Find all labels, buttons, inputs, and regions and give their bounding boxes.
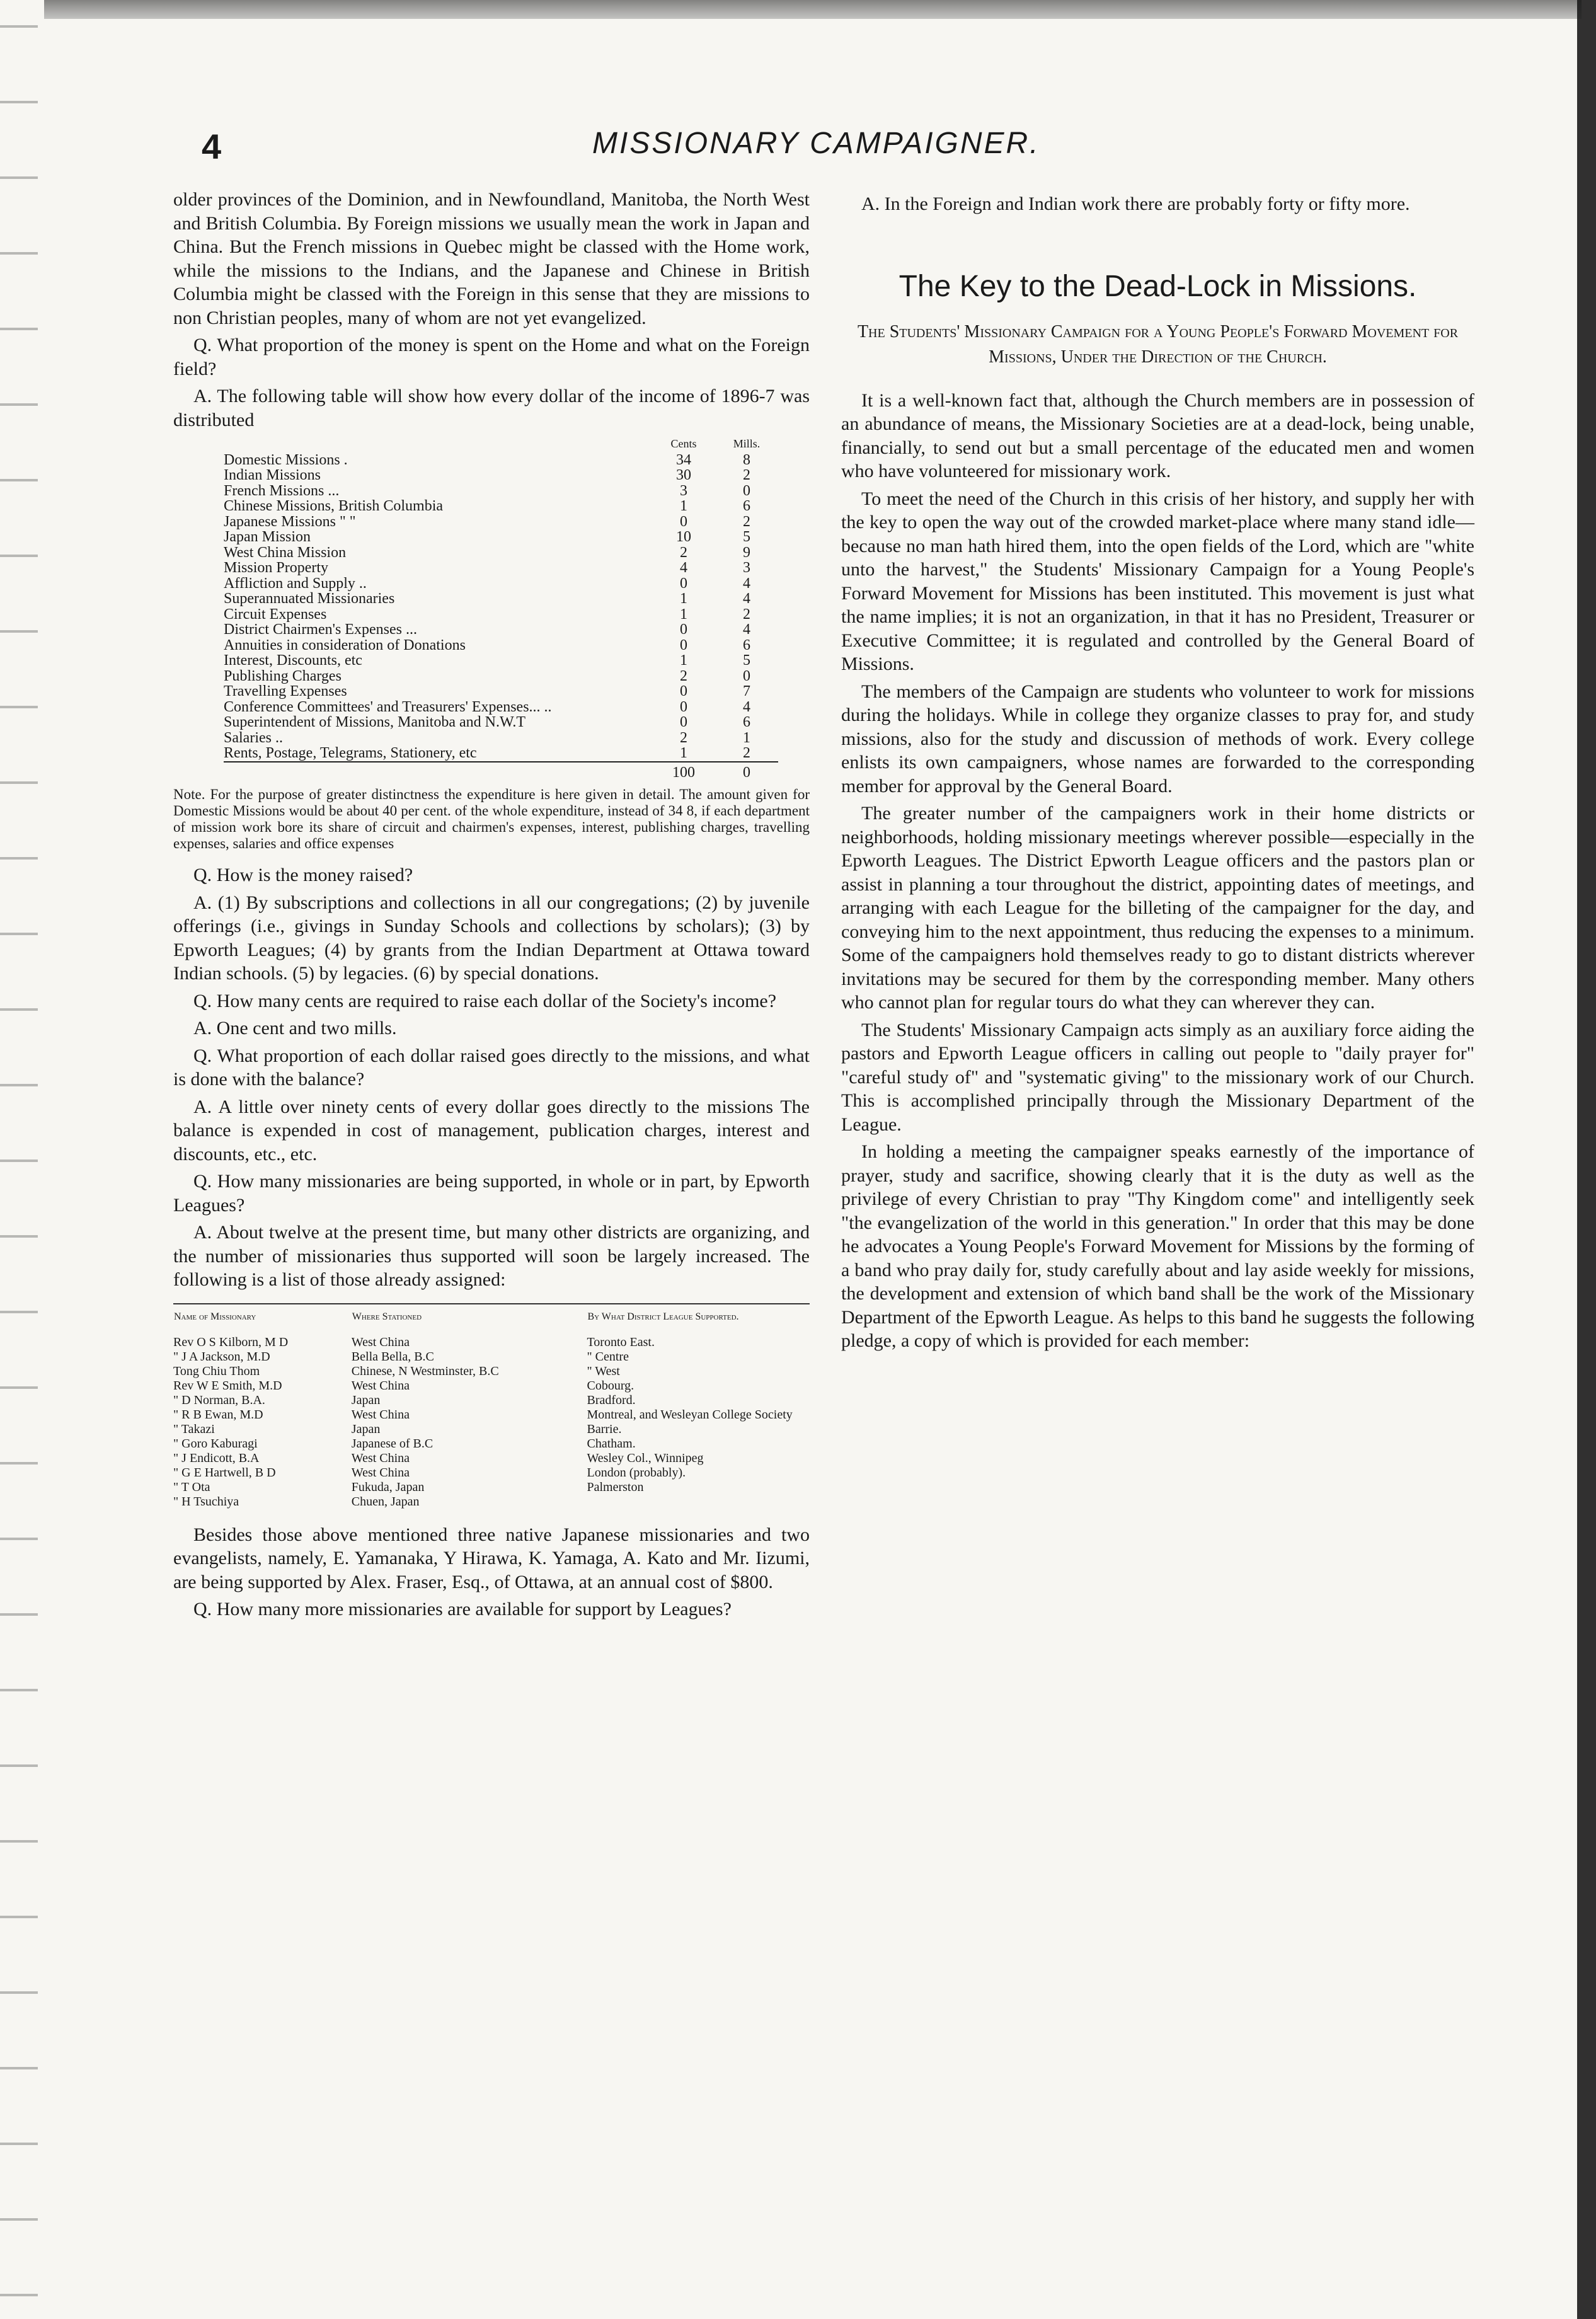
table-cell-cents: 10 xyxy=(676,529,691,545)
table-cell-label: Superintendent of Missions, Manitoba and N.W.T xyxy=(224,714,526,730)
masthead: MISSIONARY CAMPAIGNER. xyxy=(592,127,1040,160)
missionary-row xyxy=(173,1335,810,1350)
missionaries-table xyxy=(173,1303,810,1509)
missionary-station: West China xyxy=(351,1465,410,1480)
missionary-station: West China xyxy=(351,1451,410,1465)
table-cell-mills: 4 xyxy=(743,590,750,607)
missionary-district: Chatham. xyxy=(587,1436,636,1451)
table-row xyxy=(224,699,778,715)
table-cell-cents: 0 xyxy=(680,513,687,530)
table-cell-mills: 0 xyxy=(743,667,750,684)
table-row xyxy=(224,545,778,561)
table-cell-mills: 0 xyxy=(743,482,750,499)
table-cell-label: Japanese Missions " " xyxy=(224,513,356,530)
missionary-name: " D Norman, B.A. xyxy=(173,1393,265,1407)
table-row xyxy=(224,498,778,514)
missionary-station: Chinese, N Westminster, B.C xyxy=(351,1364,499,1378)
missionary-row xyxy=(173,1466,810,1480)
page-header xyxy=(202,126,1556,170)
question: Q. How many missionaries are being supported, in whole or in part, by Epworth Leagues? xyxy=(173,1171,810,1216)
missionary-station: Chuen, Japan xyxy=(351,1494,420,1509)
missionary-name: Rev W E Smith, M.D xyxy=(173,1378,282,1393)
scan-left-edge xyxy=(0,0,38,2319)
table-cell-mills: 4 xyxy=(743,575,750,592)
article-title: The Key to the Dead-Lock in Missions. xyxy=(898,269,1417,303)
table-cell-label: Chinese Missions, British Columbia xyxy=(224,498,444,514)
table-cell-cents: 0 xyxy=(680,683,687,699)
paragraph: The members of the Campaign are students who volunteer to work for missions during the holidays. While in college they organize classes to pray for, and study missions, also for the study and discussion of methods of work. Every college enlists its own campaigners, whose names are forwarded to the corresponding member for approval by the General Board. xyxy=(841,681,1474,797)
answer: A. In the Foreign and Indian work there are probably forty or fifty more. xyxy=(861,193,1410,214)
table-row xyxy=(224,622,778,638)
missionary-name: " Goro Kaburagi xyxy=(173,1436,258,1451)
missionary-name: " G E Hartwell, B D xyxy=(173,1465,276,1480)
table-row xyxy=(224,745,778,762)
missionary-name: " R B Ewan, M.D xyxy=(173,1407,263,1422)
table-cell-mills: 5 xyxy=(743,529,750,545)
table-cell-mills: 4 xyxy=(743,698,750,715)
missionary-district: Barrie. xyxy=(587,1422,622,1436)
table-cell-mills: 2 xyxy=(743,606,750,623)
missionary-row xyxy=(173,1379,810,1393)
table-cell-label: Mission Property xyxy=(224,560,329,576)
missionary-row xyxy=(173,1422,810,1437)
missionary-station: Fukuda, Japan xyxy=(351,1480,425,1494)
table-row xyxy=(224,529,778,545)
table-row xyxy=(224,607,778,623)
table-cell-label: District Chairmen's Expenses ... xyxy=(224,621,417,638)
table-cell-label: Rents, Postage, Telegrams, Stationery, etc xyxy=(224,745,477,761)
table-row xyxy=(224,576,778,592)
table-cell-label: Circuit Expenses xyxy=(224,606,327,623)
table-cell-label: French Missions ... xyxy=(224,482,340,499)
table-cell-cents: 0 xyxy=(680,714,687,730)
table-cell-cents: 0 xyxy=(680,575,687,592)
table-row xyxy=(224,483,778,499)
table-cell-label: Publishing Charges xyxy=(224,667,342,684)
table-cell-cents: 1 xyxy=(680,652,687,669)
missionary-name: " J A Jackson, M.D xyxy=(173,1349,270,1364)
total-mills: 0 xyxy=(715,762,778,781)
table-cell-label: Conference Committees' and Treasurers' Expenses... .. xyxy=(224,698,552,715)
missionary-rows xyxy=(173,1335,810,1509)
missionary-name: Tong Chiu Thom xyxy=(173,1364,260,1378)
table-cell-label: West China Mission xyxy=(224,544,347,561)
missionary-station: West China xyxy=(351,1407,410,1422)
table-cell-cents: 4 xyxy=(680,560,687,576)
missionary-station: West China xyxy=(351,1378,410,1393)
missionary-station: Japan xyxy=(351,1393,381,1407)
table-cell-mills: 5 xyxy=(743,652,750,669)
missionary-district: Palmerston xyxy=(587,1480,644,1494)
district-header: By What District League Supported. xyxy=(587,1304,810,1335)
missionary-district: Toronto East. xyxy=(587,1335,655,1349)
table-cell-label: Salaries .. xyxy=(224,729,283,746)
question: Q. What proportion of each dollar raised goes directly to the missions, and what is done with the balance? xyxy=(173,1045,810,1090)
missionary-row xyxy=(173,1480,810,1495)
table-cell-label: Indian Missions xyxy=(224,467,321,483)
missionary-district: Montreal, and Wesleyan College Society xyxy=(587,1407,793,1422)
paragraph: To meet the need of the Church in this crisis of her history, and supply her with the key to open the way out of the crowded market-place where many stand idle—because no man hath hired them, into the open fields of the Lord, which are "white unto the harvest," the Students' Missionary Campaign for a Young People's Forward Movement for Missions has been instituted. This movement is just what the name implies; it is not an organization, in that it has no President, Treasurer or Executive Committee; it is regulated and controlled by the General Board of Missions. xyxy=(841,488,1474,674)
table-cell-mills: 1 xyxy=(743,729,750,746)
table-cell-cents: 2 xyxy=(680,729,687,746)
paragraph: The Students' Missionary Campaign acts simply as an auxiliary force aiding the pastors and Epworth League officers in calling out people to "daily prayer for" "careful study of" and "systematic giving" to the missionary work of our Church. This is accomplished principally through the Missionary Department of the League. xyxy=(841,1019,1474,1135)
table-cell-cents: 0 xyxy=(680,698,687,715)
paragraph: It is a well-known fact that, although the Church members are in possession of an abundance of means, the Missionary Societies are at a dead-lock, being unable, financially, to send out but a small percentage of the educated men and women who have volunteered for missionary work. xyxy=(841,389,1474,481)
table-row xyxy=(224,514,778,530)
table-cell-mills: 3 xyxy=(743,560,750,576)
missionary-row xyxy=(173,1451,810,1466)
distribution-rows xyxy=(224,452,778,762)
table-cell-cents: 34 xyxy=(676,451,691,468)
question: Q. How is the money raised? xyxy=(193,865,413,885)
table-cell-cents: 1 xyxy=(680,590,687,607)
missionary-name: " J Endicott, B.A xyxy=(173,1451,260,1465)
answer: A. The following table will show how every dollar of the income of 1896-7 was distributed xyxy=(173,386,810,430)
table-note: Note. For the purpose of greater distinctness the expenditure is here given in detail. The amount given for Domestic Missions would be about 40 per cent. of the whole expenditure, instead of 34 8, if each department of mission work bore its share of circuit and chairmen's expenses, interest, publishing charges, travelling expenses, salaries and office expenses xyxy=(173,786,810,851)
table-cell-mills: 2 xyxy=(743,745,750,761)
question: Q. What proportion of the money is spent on the Home and what on the Foreign field? xyxy=(173,335,810,379)
missionary-station: West China xyxy=(351,1335,410,1349)
missionary-district: Wesley Col., Winnipeg xyxy=(587,1451,704,1465)
table-cell-cents: 30 xyxy=(676,467,691,483)
table-cell-mills: 7 xyxy=(743,683,750,699)
table-row xyxy=(224,669,778,684)
answer: A. A little over ninety cents of every dollar goes directly to the missions The balance is expended in cost of management, publication charges, interest and discounts, etc., etc. xyxy=(173,1096,810,1165)
table-cell-label: Affliction and Supply .. xyxy=(224,575,367,592)
table-cell-mills: 2 xyxy=(743,513,750,530)
table-cell-mills: 6 xyxy=(743,498,750,514)
missionary-row xyxy=(173,1364,810,1379)
total-cents: 100 xyxy=(652,762,715,781)
missionary-name: " Takazi xyxy=(173,1422,215,1436)
table-cell-mills: 8 xyxy=(743,451,750,468)
table-cell-cents: 1 xyxy=(680,498,687,514)
missionary-district: London (probably). xyxy=(587,1465,686,1480)
table-cell-label: Annuities in consideration of Donations xyxy=(224,636,466,653)
station-header: Where Stationed xyxy=(352,1304,587,1335)
question: Q. How many cents are required to raise each dollar of the Society's income? xyxy=(193,990,777,1011)
missionary-station: Japanese of B.C xyxy=(351,1436,433,1451)
missionary-name: " H Tsuchiya xyxy=(173,1494,239,1509)
table-cell-mills: 9 xyxy=(743,544,750,561)
table-cell-cents: 0 xyxy=(680,621,687,638)
table-cell-cents: 1 xyxy=(680,745,687,761)
table-row xyxy=(224,730,778,746)
missionary-name: " T Ota xyxy=(173,1480,210,1494)
missionary-district: Cobourg. xyxy=(587,1378,634,1393)
missionary-row xyxy=(173,1408,810,1422)
left-column xyxy=(173,188,810,1625)
missionary-district: Bradford. xyxy=(587,1393,636,1407)
table-cell-label: Superannuated Missionaries xyxy=(224,590,395,607)
paragraph: The greater number of the campaigners work in their home districts or neighborhoods, holding missionary meetings wherever possible—especially in the Epworth Leagues. The District Epworth League officers and the pastors plan or assist in planning a tour throughout the district, appointing dates of meetings, and arranging with each League for the billeting of the campaigner for the day, and conveying him to the next appointment, thus reducing the expenses to a minimum. Some of the campaigners hold themselves ready to go to distant districts wherever invitations may be secured for them by the corresponding member. Many others who cannot plan for regular tours do what they can wherever they can. xyxy=(841,803,1474,1013)
answer: A. One cent and two mills. xyxy=(193,1018,397,1039)
table-cell-label: Interest, Discounts, etc xyxy=(224,652,362,669)
paragraph: In holding a meeting the campaigner speaks earnestly of the importance of prayer, study and sacrifice, showing clearly that it is the duty as well as the privilege of every Christian to pray "Thy Kingdom come" and intelligently seek "the evangelization of the world in this generation." In order that this may be done he advocates a Young People's Forward Movement for Missions by the forming of a band who pray daily for, study carefully about and lay aside weekly for missions, the development and extension of which band shall be the work of the Missionary Department of the Epworth League. As helps to this band he suggests the following pledge, a copy of which is provided for each member: xyxy=(841,1141,1474,1351)
scan-top-edge xyxy=(44,0,1582,19)
missionary-row xyxy=(173,1350,810,1364)
table-cell-cents: 2 xyxy=(680,667,687,684)
right-column xyxy=(841,192,1474,1357)
missionary-district xyxy=(587,1495,810,1509)
table-cell-cents: 0 xyxy=(680,636,687,653)
missionary-district: " West xyxy=(587,1364,620,1378)
table-cell-mills: 4 xyxy=(743,621,750,638)
total-row xyxy=(224,762,778,781)
question: Q. How many more missionaries are available for support by Leagues? xyxy=(193,1599,732,1620)
missionary-row xyxy=(173,1437,810,1451)
name-header: Name of Missionary xyxy=(173,1304,352,1335)
table-cell-label: Travelling Expenses xyxy=(224,683,347,699)
article-subtitle: The Students' Missionary Campaign for a Young People's Forward Movement for Missions, Under the Direction of the Church. xyxy=(857,321,1459,367)
scan-right-edge xyxy=(1577,0,1596,2319)
table-cell-mills: 6 xyxy=(743,636,750,653)
missionary-name: Rev O S Kilborn, M D xyxy=(173,1335,289,1349)
page-number: 4 xyxy=(202,127,222,166)
table-cell-label: Domestic Missions . xyxy=(224,451,348,468)
distribution-table xyxy=(224,435,778,780)
missionary-row xyxy=(173,1495,810,1509)
table-row xyxy=(224,452,778,468)
missionary-station: Bella Bella, B.C xyxy=(351,1349,434,1364)
paragraph: Besides those above mentioned three native Japanese missionaries and two evangelists, namely, E. Yamanaka, Y Hirawa, K. Yamaga, A. Kato and Mr. Iizumi, are being supported by Alex. Fraser, Esq., of Ottawa, at an annual cost of $800. xyxy=(173,1524,810,1592)
table-cell-mills: 2 xyxy=(743,467,750,483)
missionary-row xyxy=(173,1393,810,1408)
table-row xyxy=(224,591,778,607)
answer: A. About twelve at the present time, but many other districts are organizing, and the number of missionaries thus supported will soon be largely increased. The following is a list of those already assigned: xyxy=(173,1222,810,1290)
table-cell-cents: 3 xyxy=(680,482,687,499)
table-row xyxy=(224,684,778,699)
missionary-district: " Centre xyxy=(587,1349,629,1364)
table-row xyxy=(224,560,778,576)
table-row xyxy=(224,715,778,730)
table-row xyxy=(224,468,778,483)
mills-header: Mills. xyxy=(733,437,761,450)
paragraph: older provinces of the Dominion, and in Newfoundland, Manitoba, the North West and British Columbia. By Foreign missions we usually mean the work in Japan and China. But the French missions in Quebec might be classed with the Home work, while the missions to the Indians, and the Japanese and Chinese in British Columbia might be classed with the Foreign in this sense that they are missions to non Christian peoples, many of whom are not yet evangelized. xyxy=(173,189,810,328)
table-row xyxy=(224,653,778,669)
table-cell-cents: 2 xyxy=(680,544,687,561)
table-cell-mills: 6 xyxy=(743,714,750,730)
cents-header: Cents xyxy=(670,437,697,450)
table-cell-label: Japan Mission xyxy=(224,529,311,545)
table-row xyxy=(224,638,778,653)
answer: A. (1) By subscriptions and collections in all our congregations; (2) by juvenile offerings (i.e., givings in Sunday Schools and collections by scholars); (3) by Epworth Leagues; (4) by grants from the Indian Department at Ottawa toward Indian schools. (5) by legacies. (6) by special donations. xyxy=(173,892,810,984)
missionary-station: Japan xyxy=(351,1422,381,1436)
table-cell-cents: 1 xyxy=(680,606,687,623)
